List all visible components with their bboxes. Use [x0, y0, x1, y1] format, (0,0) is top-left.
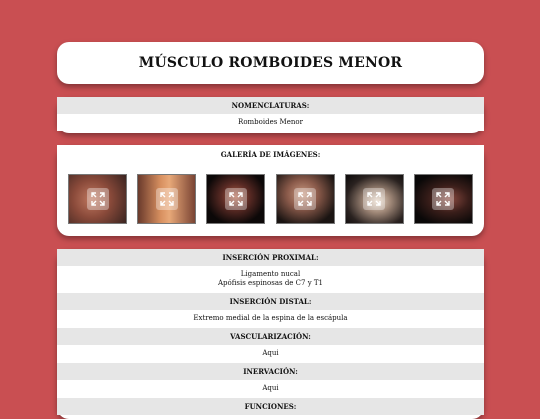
innervation-heading: INERVACIÓN: [57, 363, 484, 380]
gallery-image-3[interactable] [206, 174, 265, 224]
expand-icon[interactable] [156, 188, 178, 210]
gallery-image-4[interactable] [276, 174, 335, 224]
distal-insertion-value: Extremo medial de la espina de la escápula [57, 310, 484, 328]
gallery-image-6[interactable] [414, 174, 473, 224]
proximal-insertion-value [57, 266, 484, 293]
functions-heading: FUNCIONES: [57, 398, 484, 415]
gallery-image-5[interactable] [345, 174, 404, 224]
expand-icon[interactable] [87, 188, 109, 210]
image-gallery [57, 174, 484, 224]
expand-icon[interactable] [294, 188, 316, 210]
gallery-image-1[interactable] [68, 174, 127, 224]
innervation-value: Aqui [57, 380, 484, 398]
expand-icon[interactable] [432, 188, 454, 210]
expand-icon[interactable] [225, 188, 247, 210]
vascularization-value: Aqui [57, 345, 484, 363]
proximal-insertion-heading: INSERCIÓN PROXIMAL: [57, 249, 484, 266]
vascularization-heading: VASCULARIZACIÓN: [57, 328, 484, 345]
expand-icon[interactable] [363, 188, 385, 210]
gallery-heading: GALERÍA DE IMÁGENES: [57, 145, 484, 163]
proximal-insertion-line-1: Ligamento nucal [240, 270, 301, 278]
page-title: MÚSCULO ROMBOIDES MENOR [138, 55, 403, 71]
nomenclature-value: Romboides Menor [57, 114, 484, 131]
distal-insertion-heading: INSERCIÓN DISTAL: [57, 293, 484, 310]
nomenclature-heading: NOMENCLATURAS: [57, 97, 484, 114]
gallery-image-2[interactable] [137, 174, 196, 224]
title-card [57, 42, 484, 84]
details-card [57, 249, 484, 419]
proximal-insertion-line-2: Apófisis espinosas de C7 y T1 [217, 279, 323, 287]
nomenclature-card [57, 97, 484, 133]
gallery-card [57, 145, 484, 236]
